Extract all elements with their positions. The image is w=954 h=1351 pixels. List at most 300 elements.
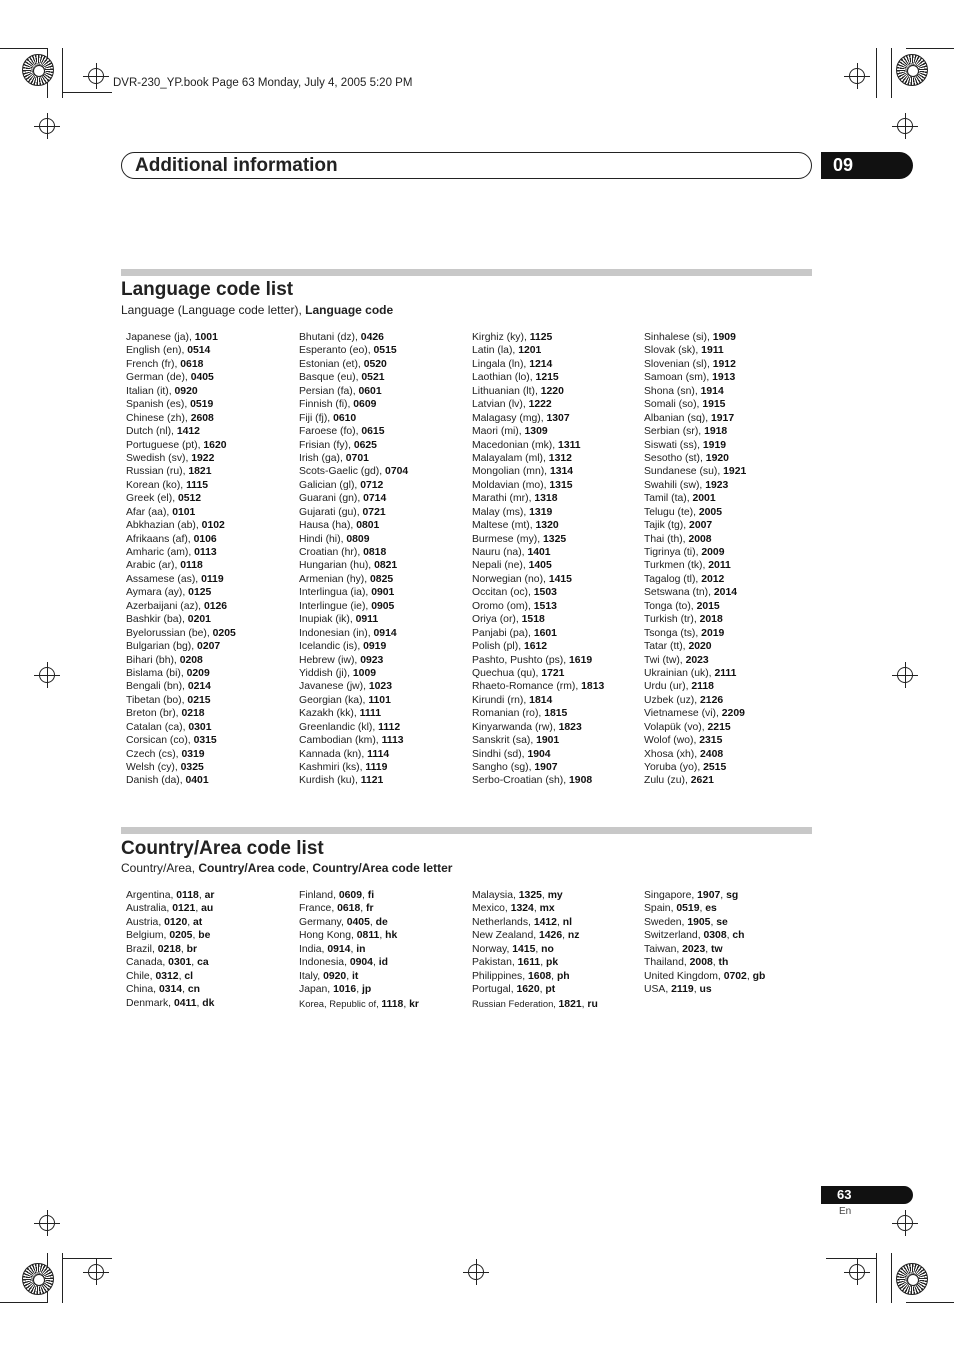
- list-item: [299, 465, 408, 478]
- language-code: 0215: [187, 694, 211, 706]
- language-code: 0218: [181, 708, 205, 720]
- country-name: Russian Federation,: [472, 997, 559, 1009]
- list-item: [472, 533, 604, 546]
- list-item: [472, 929, 598, 942]
- language-name: Maltese (mt),: [472, 520, 536, 532]
- list-item: [126, 929, 214, 942]
- list-item: [126, 465, 236, 478]
- language-code: 0301: [188, 721, 212, 733]
- language-name: Inupiak (ik),: [299, 614, 356, 626]
- list-item: [644, 916, 765, 929]
- language-code: 0825: [370, 573, 394, 585]
- language-code: 2023: [685, 654, 709, 666]
- language-name: Frisian (fy),: [299, 439, 354, 451]
- country-name: Italy,: [299, 970, 324, 982]
- language-code: 0809: [346, 533, 370, 545]
- language-code: 1222: [528, 399, 552, 411]
- country-name: Norway,: [472, 943, 513, 955]
- language-code: 1721: [541, 667, 565, 679]
- list-item: [126, 721, 236, 734]
- country-name: Sweden,: [644, 916, 688, 928]
- list-item: [126, 479, 236, 492]
- language-code: 0521: [361, 372, 385, 384]
- language-name: Vietnamese (vi),: [644, 708, 722, 720]
- language-name: Urdu (ur),: [644, 681, 692, 693]
- language-name: Tibetan (bo),: [126, 694, 188, 706]
- language-name: Danish (da),: [126, 775, 186, 787]
- language-code: 2608: [190, 412, 214, 424]
- country-name: Brazil,: [126, 943, 158, 955]
- language-code: 0201: [187, 614, 211, 626]
- country-letter: ar: [204, 890, 215, 901]
- country-letter: au: [201, 903, 214, 915]
- list-item: [126, 398, 236, 411]
- language-code: 0914: [373, 627, 397, 639]
- language-name: Aymara (ay),: [126, 587, 189, 599]
- list-item: [472, 734, 604, 747]
- list-item: [299, 492, 408, 505]
- list-item: [644, 412, 746, 425]
- language-code: 2014: [713, 587, 738, 599]
- language-code: 2215: [707, 721, 731, 733]
- language-column-3: [472, 331, 604, 788]
- list-item: [126, 519, 236, 532]
- language-code: 2408: [700, 748, 724, 760]
- list-item: [126, 439, 236, 452]
- list-item: [472, 371, 604, 384]
- list-item: [472, 667, 604, 680]
- language-name: Malagasy (mg),: [472, 412, 547, 424]
- list-item: [299, 600, 408, 613]
- language-name: Bhutani (dz),: [299, 332, 361, 343]
- language-code: 0126: [203, 600, 228, 612]
- language-name: Maori (mi),: [472, 426, 525, 438]
- separator: ,: [182, 984, 188, 996]
- language-section-title: Language code list: [121, 279, 294, 300]
- list-item: [126, 559, 236, 572]
- language-name: Assamese (as),: [126, 573, 202, 585]
- country-name: Australia,: [126, 903, 173, 915]
- list-item: [644, 640, 746, 653]
- separator: ,: [726, 930, 733, 942]
- list-item: [126, 774, 236, 787]
- country-name: USA,: [644, 984, 672, 996]
- separator: ,: [180, 943, 187, 955]
- language-name: Guarani (gn),: [299, 493, 364, 505]
- list-item: [644, 344, 746, 357]
- language-code: 1307: [546, 412, 570, 424]
- list-item: [126, 425, 236, 438]
- list-item: [644, 707, 746, 720]
- country-letter: be: [198, 930, 211, 942]
- language-code: 0515: [373, 345, 397, 357]
- country-name: China,: [126, 984, 159, 996]
- list-item: [299, 627, 408, 640]
- language-name: Burmese (my),: [472, 533, 544, 545]
- language-code: 0625: [353, 439, 377, 451]
- language-name: Gujarati (gu),: [299, 506, 363, 518]
- language-name: Somali (so),: [644, 399, 703, 411]
- country-letter: ph: [556, 970, 570, 982]
- language-name: Albanian (sq),: [644, 412, 711, 424]
- list-item: [126, 916, 214, 929]
- list-item: [644, 439, 746, 452]
- language-name: Zulu (zu),: [644, 775, 691, 787]
- language-name: Polish (pl),: [472, 641, 524, 653]
- list-item: [644, 902, 765, 915]
- list-item: [126, 506, 236, 519]
- country-letter: pk: [545, 957, 559, 969]
- language-name: Fiji (fj),: [299, 412, 334, 424]
- list-item: [644, 573, 746, 586]
- language-code: 0118: [180, 560, 203, 572]
- list-item: [299, 640, 408, 653]
- list-item: [299, 694, 408, 707]
- separator: ,: [360, 903, 367, 915]
- country-code: 0118: [176, 890, 199, 901]
- separator: ,: [192, 930, 199, 942]
- language-code: 2020: [688, 641, 712, 653]
- list-item: [299, 902, 419, 915]
- country-letter: in: [356, 943, 366, 955]
- list-item: [472, 627, 604, 640]
- language-code: 2012: [701, 573, 725, 585]
- country-letter: th: [718, 957, 729, 969]
- language-name: Setswana (tn),: [644, 587, 714, 599]
- list-item: [299, 398, 408, 411]
- language-code: 1101: [368, 694, 391, 706]
- country-section-subtitle: Country/Area, Country/Area code, Country/Area code letter: [121, 861, 453, 875]
- language-name: Kirghiz (ky),: [472, 332, 530, 343]
- list-item: [126, 970, 214, 983]
- country-code: 1426: [539, 930, 563, 942]
- language-name: Slovenian (sl),: [644, 358, 713, 370]
- language-name: Arabic (ar),: [126, 560, 181, 572]
- list-item: [644, 506, 746, 519]
- country-column-2: [299, 889, 419, 1010]
- list-item: [126, 734, 236, 747]
- language-name: Javanese (jw),: [299, 681, 369, 693]
- country-code: 0519: [676, 903, 700, 915]
- language-code: 0721: [362, 506, 386, 518]
- country-letter: pt: [545, 984, 556, 996]
- registration-target-icon: [849, 1264, 865, 1280]
- list-item: [299, 997, 419, 1010]
- language-code: 1503: [533, 587, 557, 599]
- country-code: 2008: [689, 957, 713, 969]
- country-code: 2119: [671, 984, 694, 996]
- language-name: Abkhazian (ab),: [126, 520, 202, 532]
- country-code: 1118: [381, 998, 404, 1010]
- registration-target-icon: [88, 1264, 104, 1280]
- separator: ,: [705, 943, 712, 955]
- country-letter: ca: [197, 957, 209, 969]
- language-name: Nauru (na),: [472, 547, 528, 558]
- list-item: [299, 613, 408, 626]
- list-item: [472, 721, 604, 734]
- list-item: [644, 956, 765, 969]
- list-item: [126, 956, 214, 969]
- country-code: 0314: [158, 984, 183, 996]
- language-name: Samoan (sm),: [644, 372, 713, 384]
- language-name: Swedish (sv),: [126, 452, 192, 464]
- language-code: 2008: [688, 533, 712, 545]
- separator: ,: [178, 970, 185, 982]
- language-code: 1813: [581, 681, 605, 693]
- language-name: Faroese (fo),: [299, 426, 362, 438]
- country-letter: id: [378, 957, 388, 969]
- list-item: [472, 613, 604, 626]
- language-name: Shona (sn),: [644, 385, 701, 397]
- list-item: [644, 761, 746, 774]
- language-name: Tonga (to),: [644, 600, 697, 612]
- list-item: [472, 943, 598, 956]
- list-item: [644, 680, 746, 693]
- language-name: Estonian (et),: [299, 358, 364, 370]
- separator: ,: [693, 984, 700, 996]
- language-name: Interlingue (ie),: [299, 600, 372, 612]
- registration-target-icon: [88, 68, 104, 84]
- separator: ,: [581, 998, 588, 1010]
- language-code: 1415: [548, 573, 572, 585]
- country-name: Philippines,: [472, 970, 529, 982]
- list-item: [299, 479, 408, 492]
- language-name: Dutch (nl),: [126, 426, 177, 438]
- list-item: [472, 761, 604, 774]
- language-name: Kinyarwanda (rw),: [472, 721, 559, 733]
- country-name: Thailand,: [644, 957, 690, 969]
- separator: ,: [369, 916, 376, 928]
- language-name: Sinhalese (si),: [644, 332, 713, 343]
- language-name: Malay (ms),: [472, 506, 530, 518]
- language-name: Finnish (fi),: [299, 399, 354, 411]
- section-divider: [121, 827, 812, 834]
- separator: ,: [556, 916, 563, 928]
- list-item: [644, 774, 746, 787]
- language-marker: En: [839, 1206, 852, 1217]
- language-name: Latin (la),: [472, 345, 519, 357]
- language-code: 0821: [374, 560, 398, 572]
- country-letter: at: [193, 916, 203, 928]
- country-name: Switzerland,: [644, 930, 704, 942]
- list-item: [126, 371, 236, 384]
- language-name: Breton (br),: [126, 708, 182, 720]
- language-name: Swahili (sw),: [644, 479, 706, 491]
- list-item: [472, 680, 604, 693]
- language-code: 0601: [358, 385, 382, 397]
- language-name: Laothian (lo),: [472, 372, 536, 384]
- language-name: Welsh (cy),: [126, 762, 181, 773]
- country-letter: ch: [732, 930, 745, 942]
- language-name: Oromo (om),: [472, 600, 534, 612]
- list-item: [299, 970, 419, 983]
- language-code: 0205: [212, 627, 236, 639]
- list-item: [126, 600, 236, 613]
- list-item: [644, 983, 765, 996]
- language-name: French (fr),: [126, 358, 181, 370]
- language-code: 0209: [186, 667, 210, 679]
- list-item: [472, 479, 604, 492]
- list-item: [644, 586, 746, 599]
- separator: ,: [562, 930, 568, 942]
- list-item: [299, 916, 419, 929]
- language-name: Nepali (ne),: [472, 560, 529, 572]
- country-code: 0914: [327, 943, 351, 955]
- language-code: 1921: [723, 466, 747, 478]
- list-item: [299, 774, 408, 787]
- language-name: Esperanto (eo),: [299, 345, 374, 357]
- registration-target-icon: [39, 667, 55, 683]
- list-item: [126, 385, 236, 398]
- separator: ,: [196, 997, 203, 1009]
- language-name: Volapük (vo),: [644, 721, 708, 733]
- separator: ,: [350, 943, 357, 955]
- country-code: 0405: [346, 916, 370, 928]
- list-item: [644, 694, 746, 707]
- list-item: [299, 452, 408, 465]
- language-name: Oriya (or),: [472, 614, 522, 626]
- language-name: Tamil (ta),: [644, 493, 693, 505]
- list-item: [126, 640, 236, 653]
- language-code: 0512: [177, 493, 202, 505]
- separator: ,: [720, 890, 727, 901]
- separator: ,: [403, 998, 410, 1010]
- language-code: 1918: [704, 426, 728, 438]
- language-name: Lingala (ln),: [472, 358, 530, 370]
- country-name: Chile,: [126, 970, 156, 982]
- language-code: 2209: [721, 708, 745, 720]
- language-code: 2015: [696, 600, 720, 612]
- language-code: 0102: [201, 520, 225, 532]
- language-name: Afrikaans (af),: [126, 533, 194, 545]
- language-code: 0401: [185, 775, 209, 787]
- country-section-title: Country/Area code list: [121, 838, 324, 859]
- list-item: [472, 358, 604, 371]
- language-code: 0911: [355, 614, 379, 626]
- list-item: [126, 680, 236, 693]
- language-code: 1315: [549, 479, 573, 491]
- country-letter: dk: [202, 997, 215, 1009]
- language-name: Interlingua (ia),: [299, 587, 372, 599]
- language-name: Galician (gl),: [299, 479, 361, 491]
- list-item: [299, 761, 408, 774]
- language-code: 2007: [689, 520, 713, 532]
- list-item: [299, 412, 408, 425]
- language-code: 1314: [549, 466, 574, 478]
- list-item: [126, 586, 236, 599]
- list-item: [472, 997, 598, 1010]
- country-name: Austria,: [126, 916, 165, 928]
- language-name: Yoruba (yo),: [644, 762, 704, 773]
- language-code: 1821: [188, 466, 212, 478]
- language-code: 2118: [691, 681, 714, 693]
- registration-target-icon: [897, 667, 913, 683]
- country-code: 0218: [157, 943, 181, 955]
- language-name: Sindhi (sd),: [472, 748, 528, 760]
- language-code: 0207: [197, 641, 221, 653]
- list-item: [472, 707, 604, 720]
- language-name: Tajik (tg),: [644, 520, 690, 532]
- country-letter: nz: [567, 930, 580, 942]
- registration-target-icon: [849, 68, 865, 84]
- list-item: [299, 573, 408, 586]
- list-item: [644, 943, 765, 956]
- language-code: 0101: [172, 506, 196, 518]
- language-name: Sangho (sg),: [472, 762, 535, 773]
- language-name: Tagalog (tl),: [644, 573, 702, 585]
- language-code: 1309: [524, 426, 548, 438]
- language-name: Marathi (mr),: [472, 493, 535, 505]
- separator: ,: [535, 943, 542, 955]
- country-letter: br: [186, 943, 198, 955]
- language-code: 1904: [527, 748, 551, 760]
- language-name: Sundanese (su),: [644, 466, 724, 478]
- language-code: 1111: [359, 708, 382, 720]
- language-name: Siswati (ss),: [644, 439, 703, 451]
- country-name: India,: [299, 943, 328, 955]
- list-item: [472, 970, 598, 983]
- list-item: [472, 385, 604, 398]
- language-code: 0125: [188, 587, 212, 599]
- country-letter: se: [716, 916, 728, 928]
- list-item: [126, 667, 236, 680]
- language-code: 1405: [528, 560, 552, 572]
- country-name: Portugal,: [472, 984, 517, 996]
- country-column-1: [126, 889, 214, 1010]
- registration-target-icon: [897, 118, 913, 134]
- list-item: [644, 559, 746, 572]
- country-name: Singapore,: [644, 890, 698, 901]
- language-name: Pashto, Pushto (ps),: [472, 654, 570, 666]
- list-item: [644, 331, 746, 344]
- country-code: 1907: [697, 890, 721, 901]
- language-code: 1009: [352, 667, 377, 679]
- separator: ,: [699, 903, 706, 915]
- list-item: [644, 452, 746, 465]
- country-name: United Kingdom,: [644, 970, 724, 982]
- list-item: [472, 559, 604, 572]
- list-item: [644, 492, 746, 505]
- list-item: [126, 452, 236, 465]
- separator: ,: [191, 957, 198, 969]
- list-item: [472, 902, 598, 915]
- list-item: [644, 627, 746, 640]
- language-code: 1312: [548, 452, 572, 464]
- language-code: 0315: [193, 735, 217, 747]
- list-item: [299, 680, 408, 693]
- list-item: [126, 546, 236, 559]
- country-code: 1324: [510, 903, 534, 915]
- country-letter: ru: [587, 998, 598, 1010]
- language-code: 1620: [203, 439, 227, 451]
- language-name: Tigrinya (ti),: [644, 547, 702, 558]
- country-letter: es: [705, 903, 717, 915]
- language-name: Irish (ga),: [299, 452, 346, 464]
- language-name: Serbo-Croatian (sh),: [472, 775, 570, 787]
- list-item: [299, 654, 408, 667]
- list-item: [299, 667, 408, 680]
- country-code: 1325: [518, 890, 542, 901]
- list-item: [126, 627, 236, 640]
- language-code: 1814: [529, 694, 553, 706]
- list-item: [472, 774, 604, 787]
- language-name: Sanskrit (sa),: [472, 735, 537, 747]
- separator: ,: [195, 903, 202, 915]
- language-code: 1401: [527, 547, 551, 558]
- country-code: 0411: [173, 997, 197, 1009]
- language-name: Kashmiri (ks),: [299, 762, 366, 773]
- language-column-2: [299, 331, 408, 788]
